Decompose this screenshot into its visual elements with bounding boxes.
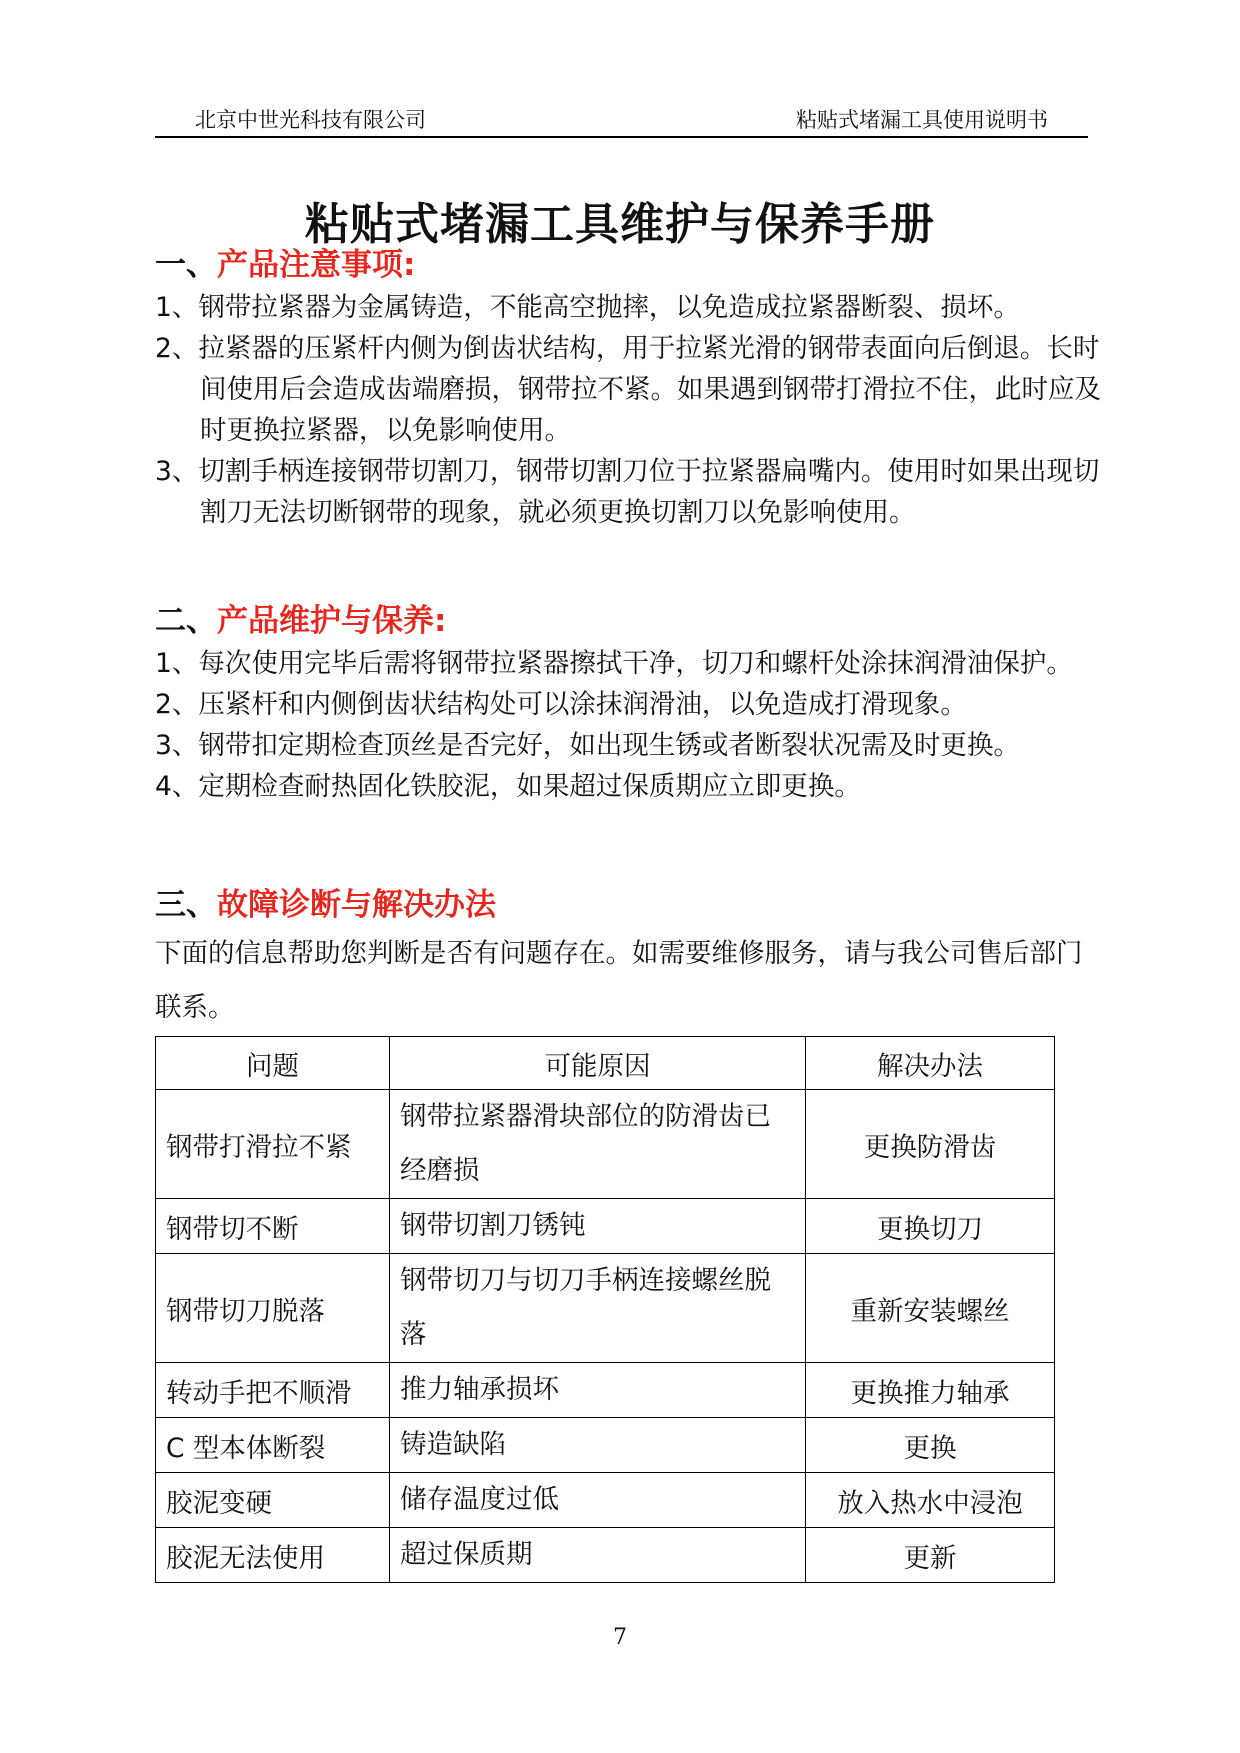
list-item: 1、钢带拉紧器为金属铸造，不能高空抛摔，以免造成拉紧器断裂、损坏。 (155, 292, 1020, 323)
table-cell-cause: 钢带切刀与切刀手柄连接螺丝脱落 (390, 1254, 806, 1363)
table-cell-cause: 铸造缺陷 (390, 1418, 806, 1473)
header-doc-name: 粘贴式堵漏工具使用说明书 (796, 108, 1048, 132)
document-title: 粘贴式堵漏工具维护与保养手册 (305, 199, 935, 250)
section-number: 二、 (155, 603, 217, 639)
table-row (156, 1363, 1055, 1418)
section-title: 故障诊断与解决办法 (217, 887, 496, 923)
section-title: 产品注意事项: (217, 247, 416, 283)
section-heading (155, 243, 1105, 287)
table-cell-cause: 超过保质期 (390, 1528, 806, 1583)
table-cell-problem: 钢带打滑拉不紧 (156, 1090, 390, 1199)
table-cell-cause: 储存温度过低 (390, 1473, 806, 1528)
list-item: 4、定期检查耐热固化铁胶泥，如果超过保质期应立即更换。 (155, 771, 861, 802)
table-row (156, 1254, 1055, 1363)
table-cell-problem: 钢带切刀脱落 (156, 1254, 390, 1363)
section-heading (155, 599, 1105, 643)
table-cell-solution: 更换切刀 (806, 1199, 1055, 1254)
table-row (156, 1528, 1055, 1583)
section-troubleshooting (155, 883, 1105, 1035)
section-title: 产品维护与保养: (217, 603, 447, 639)
table-row (156, 1418, 1055, 1473)
section-maintenance (155, 599, 1105, 807)
table-row (156, 1473, 1055, 1528)
table-header-cell: 可能原因 (390, 1037, 806, 1090)
page-header (155, 100, 1088, 138)
section-intro: 下面的信息帮助您判断是否有问题存在。如需要维修服务，请与我公司售后部门联系。 (155, 938, 1083, 1023)
list-item: 1、每次使用完毕后需将钢带拉紧器擦拭干净，切刀和螺杆处涂抹润滑油保护。 (155, 648, 1073, 679)
table-cell-solution: 放入热水中浸泡 (806, 1473, 1055, 1528)
list-item: 2、压紧杆和内侧倒齿状结构处可以涂抹润滑油，以免造成打滑现象。 (155, 689, 967, 720)
section-heading (155, 883, 1105, 927)
page-number: 7 (613, 1625, 627, 1650)
table-cell-problem: 胶泥无法使用 (156, 1528, 390, 1583)
list-item: 3、切割手柄连接钢带切割刀，钢带切割刀位于拉紧器扁嘴内。使用时如果出现切割刀无法切断钢带的现象，就必须更换切割刀以免影响使用。 (155, 456, 1100, 528)
table-cell-solution: 更换推力轴承 (806, 1363, 1055, 1418)
table-cell-solution: 更新 (806, 1528, 1055, 1583)
table-cell-cause: 推力轴承损坏 (390, 1363, 806, 1418)
header-company: 北京中世光科技有限公司 (195, 108, 426, 132)
table-cell-problem: C 型本体断裂 (156, 1418, 390, 1473)
table-cell-problem: 钢带切不断 (156, 1199, 390, 1254)
table-row (156, 1199, 1055, 1254)
table-cell-cause: 钢带切割刀锈钝 (390, 1199, 806, 1254)
list-item: 2、拉紧器的压紧杆内侧为倒齿状结构，用于拉紧光滑的钢带表面向后倒退。长时间使用后会造成齿端磨损，钢带拉不紧。如果遇到钢带打滑拉不住，此时应及时更换拉紧器，以免影响使用。 (155, 333, 1101, 446)
table-cell-cause: 钢带拉紧器滑块部位的防滑齿已经磨损 (390, 1090, 806, 1199)
list-item: 3、钢带扣定期检查顶丝是否完好，如出现生锈或者断裂状况需及时更换。 (155, 730, 1020, 761)
table-cell-problem: 胶泥变硬 (156, 1473, 390, 1528)
table-row (156, 1090, 1055, 1199)
table-cell-problem: 转动手把不顺滑 (156, 1363, 390, 1418)
section-number: 一、 (155, 247, 217, 283)
table-header-row (156, 1037, 1055, 1090)
table-header-cell: 问题 (156, 1037, 390, 1090)
table-header-cell: 解决办法 (806, 1037, 1055, 1090)
table-cell-solution: 更换 (806, 1418, 1055, 1473)
troubleshooting-table (155, 1036, 1055, 1583)
table-cell-solution: 更换防滑齿 (806, 1090, 1055, 1199)
section-number: 三、 (155, 887, 217, 923)
table-cell-solution: 重新安装螺丝 (806, 1254, 1055, 1363)
section-precautions (155, 243, 1105, 533)
